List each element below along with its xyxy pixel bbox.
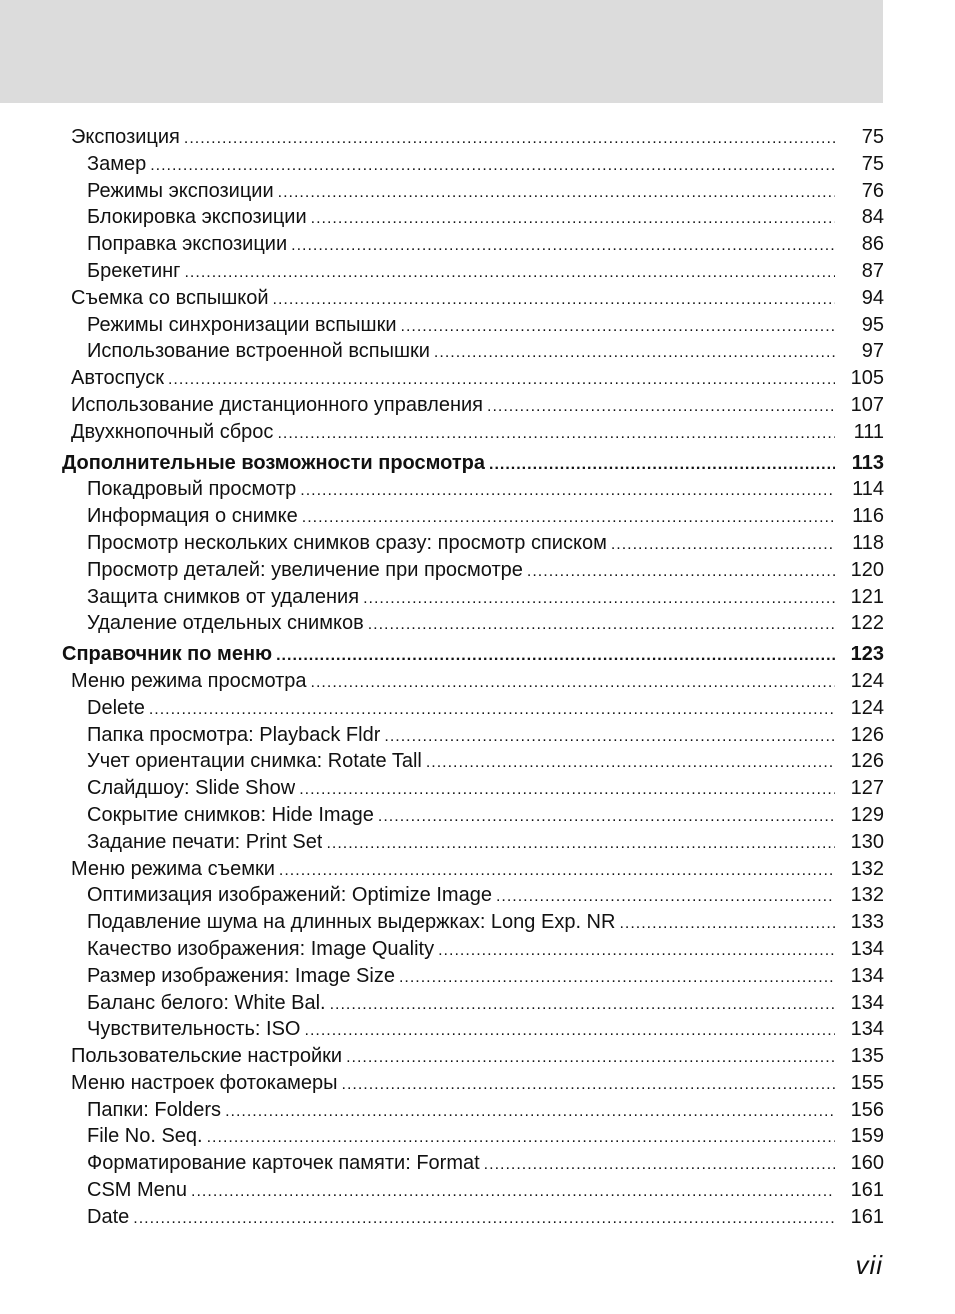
toc-entry — [62, 775, 884, 802]
toc-entry-page: 159 — [850, 1125, 884, 1148]
dot-leader — [527, 557, 835, 586]
toc-entry-page: 111 — [853, 420, 884, 443]
toc-entry-page: 124 — [850, 669, 884, 692]
toc-entry-page: 134 — [850, 1018, 884, 1041]
toc-entry-title: Date — [87, 1205, 130, 1228]
page-number: vii — [855, 1250, 883, 1280]
toc-entry — [62, 151, 884, 178]
toc-entry-title: Автоспуск — [71, 367, 164, 390]
toc-entry-page: 121 — [850, 585, 884, 608]
toc-entry-title: Режимы синхронизации вспышки — [87, 313, 397, 336]
dot-leader — [363, 584, 835, 613]
dot-leader — [384, 722, 835, 751]
toc-entry-page: 134 — [850, 964, 884, 987]
table-of-contents — [62, 124, 884, 1231]
toc-entry-title: Форматирование карточек памяти: Format — [87, 1152, 480, 1175]
toc-entry-title: Сокрытие снимков: Hide Image — [87, 803, 374, 826]
toc-entry-page: 132 — [850, 884, 884, 907]
toc-entry — [62, 1150, 884, 1177]
toc-entry — [62, 204, 884, 231]
dot-leader — [378, 802, 835, 831]
toc-entry-page: 113 — [851, 451, 884, 474]
toc-entry-title: Просмотр деталей: увеличение при просмотре — [87, 558, 523, 581]
toc-entry-page: 105 — [850, 367, 884, 390]
toc-entry-title: Меню режима просмотра — [71, 669, 307, 692]
toc-entry — [62, 722, 884, 749]
toc-entry-title: Слайдшоу: Slide Show — [87, 777, 296, 800]
toc-entry-title: Подавление шума на длинных выдержках: Long Exp. NR — [87, 911, 616, 934]
toc-entry-title: File No. Seq. — [87, 1125, 203, 1148]
toc-entry-page: 75 — [861, 126, 884, 148]
dot-leader — [276, 641, 835, 670]
toc-entry-title: Съемка со вспышкой — [71, 286, 269, 309]
toc-entry-title: Папка просмотра: Playback Fldr — [87, 723, 381, 746]
toc-entry-title: Информация о снимке — [87, 505, 298, 528]
toc-entry — [62, 990, 884, 1017]
dot-leader — [184, 124, 835, 153]
toc-entry-title: Оптимизация изображений: Optimize Image — [87, 884, 492, 907]
dot-leader — [342, 1070, 836, 1099]
toc-entry — [62, 909, 884, 936]
toc-entry-page: 130 — [850, 830, 884, 853]
toc-entry — [62, 610, 884, 637]
toc-entry-page: 161 — [850, 1179, 884, 1202]
toc-entry — [62, 936, 884, 963]
toc-entry — [62, 557, 884, 584]
toc-entry-title: Режимы экспозиции — [87, 179, 274, 202]
dot-leader — [438, 936, 835, 965]
toc-entry-title: Использование дистанционного управления — [71, 393, 483, 416]
header-band — [0, 0, 883, 103]
toc-entry-page: 75 — [861, 152, 884, 175]
toc-entry-page: 126 — [850, 723, 884, 746]
toc-entry-page: 160 — [850, 1152, 884, 1175]
toc-entry — [62, 124, 884, 151]
toc-entry — [62, 1123, 884, 1150]
toc-entry — [62, 419, 884, 446]
toc-entry-page: 134 — [850, 991, 884, 1014]
toc-entry-page: 95 — [861, 313, 884, 336]
toc-entry-page: 161 — [850, 1205, 884, 1228]
dot-leader — [311, 668, 835, 697]
toc-entry — [62, 963, 884, 990]
dot-leader — [168, 365, 835, 394]
toc-entry-page: 86 — [861, 233, 884, 256]
toc-entry-title: CSM Menu — [87, 1179, 188, 1202]
toc-entry-title: Просмотр нескольких снимков сразу: просмотр списком — [87, 531, 607, 554]
dot-leader — [311, 204, 835, 233]
toc-entry-title: Папки: Folders — [87, 1098, 222, 1121]
dot-leader — [619, 909, 835, 938]
dot-leader — [611, 530, 835, 559]
toc-entry — [62, 530, 884, 557]
toc-entry-title: Двухкнопочный сброс — [71, 420, 274, 443]
toc-entry — [62, 1016, 884, 1043]
dot-leader — [291, 231, 835, 260]
toc-entry-title: Delete — [87, 696, 145, 719]
dot-leader — [150, 151, 835, 180]
toc-entry-page: 114 — [852, 478, 884, 501]
toc-entry-page: 133 — [850, 911, 884, 934]
dot-leader — [207, 1123, 835, 1152]
toc-entry — [62, 178, 884, 205]
toc-entry-title: Использование встроенной вспышки — [87, 340, 430, 363]
toc-entry — [62, 695, 884, 722]
toc-entry — [62, 829, 884, 856]
dot-leader — [426, 748, 835, 777]
toc-section — [62, 641, 884, 668]
dot-leader — [330, 990, 835, 1019]
toc-section — [62, 450, 884, 477]
toc-entry-title: Экспозиция — [71, 126, 180, 148]
toc-entry-title: Чувствительность: ISO — [87, 1018, 301, 1041]
dot-leader — [225, 1097, 835, 1126]
toc-entry-title: Учет ориентации снимка: Rotate Tall — [87, 750, 422, 773]
toc-entry-title: Справочник по меню — [62, 643, 273, 666]
dot-leader — [133, 1204, 835, 1233]
toc-entry-title: Баланс белого: White Bal. — [87, 991, 326, 1014]
dot-leader — [399, 963, 835, 992]
dot-leader — [191, 1177, 835, 1206]
toc-entry — [62, 503, 884, 530]
toc-entry-page: 107 — [850, 393, 884, 416]
toc-entry — [62, 285, 884, 312]
toc-entry-title: Меню настроек фотокамеры — [71, 1071, 338, 1094]
dot-leader — [484, 1150, 835, 1179]
dot-leader — [184, 258, 835, 287]
toc-entry-title: Задание печати: Print Set — [87, 830, 323, 853]
toc-entry-page: 84 — [861, 206, 884, 229]
toc-entry-page: 118 — [852, 531, 884, 554]
dot-leader — [305, 1016, 836, 1045]
toc-entry-page: 134 — [850, 937, 884, 960]
toc-entry — [62, 856, 884, 883]
toc-entry — [62, 231, 884, 258]
toc-entry — [62, 365, 884, 392]
dot-leader — [149, 695, 835, 724]
dot-leader — [278, 178, 835, 207]
dot-leader — [368, 610, 835, 639]
toc-entry — [62, 258, 884, 285]
toc-entry — [62, 668, 884, 695]
toc-entry-page: 155 — [850, 1071, 884, 1094]
toc-entry-title: Размер изображения: Image Size — [87, 964, 395, 987]
dot-leader — [496, 882, 835, 911]
dot-leader — [273, 285, 835, 314]
toc-entry — [62, 1070, 884, 1097]
toc-entry-title: Брекетинг — [87, 259, 181, 282]
toc-entry-title: Пользовательские настройки — [71, 1045, 343, 1068]
dot-leader — [326, 829, 835, 858]
dot-leader — [346, 1043, 835, 1072]
toc-entry-page: 87 — [861, 259, 884, 282]
toc-entry-page: 120 — [850, 558, 884, 581]
toc-entry-page: 97 — [861, 340, 884, 363]
toc-entry-page: 123 — [850, 643, 884, 666]
dot-leader — [279, 856, 835, 885]
toc-entry — [62, 1204, 884, 1231]
toc-entry-title: Замер — [87, 152, 147, 175]
toc-entry — [62, 392, 884, 419]
toc-entry-title: Дополнительные возможности просмотра — [62, 451, 485, 474]
toc-entry-title: Блокировка экспозиции — [87, 206, 307, 229]
toc-entry-page: 76 — [861, 179, 884, 202]
toc-entry — [62, 312, 884, 339]
toc-entry-page: 132 — [850, 857, 884, 880]
toc-entry — [62, 748, 884, 775]
toc-entry-title: Защита снимков от удаления — [87, 585, 360, 608]
toc-entry-page: 116 — [852, 505, 884, 528]
dot-leader — [489, 450, 835, 479]
toc-entry-title: Меню режима съемки — [71, 857, 275, 880]
dot-leader — [277, 419, 835, 448]
toc-entry-title: Поправка экспозиции — [87, 233, 288, 256]
dot-leader — [487, 392, 835, 421]
toc-entry-title: Удаление отдельных снимков — [87, 612, 364, 635]
toc-entry-page: 94 — [861, 286, 884, 309]
toc-entry — [62, 1043, 884, 1070]
dot-leader — [299, 775, 835, 804]
dot-leader — [434, 338, 835, 367]
toc-entry — [62, 476, 884, 503]
dot-leader — [302, 503, 835, 532]
toc-entry-page: 124 — [850, 696, 884, 719]
toc-entry-page: 126 — [850, 750, 884, 773]
toc-entry-page: 129 — [850, 803, 884, 826]
toc-entry — [62, 1097, 884, 1124]
toc-entry — [62, 802, 884, 829]
toc-entry-page: 122 — [850, 612, 884, 635]
toc-entry — [62, 1177, 884, 1204]
toc-entry-page: 156 — [850, 1098, 884, 1121]
toc-entry-page: 127 — [850, 777, 884, 800]
toc-entry — [62, 882, 884, 909]
dot-leader — [300, 476, 835, 505]
toc-entry — [62, 338, 884, 365]
toc-entry — [62, 584, 884, 611]
toc-entry-title: Покадровый просмотр — [87, 478, 297, 501]
dot-leader — [401, 312, 836, 341]
toc-entry-title: Качество изображения: Image Quality — [87, 937, 435, 960]
toc-entry-page: 135 — [850, 1045, 884, 1068]
